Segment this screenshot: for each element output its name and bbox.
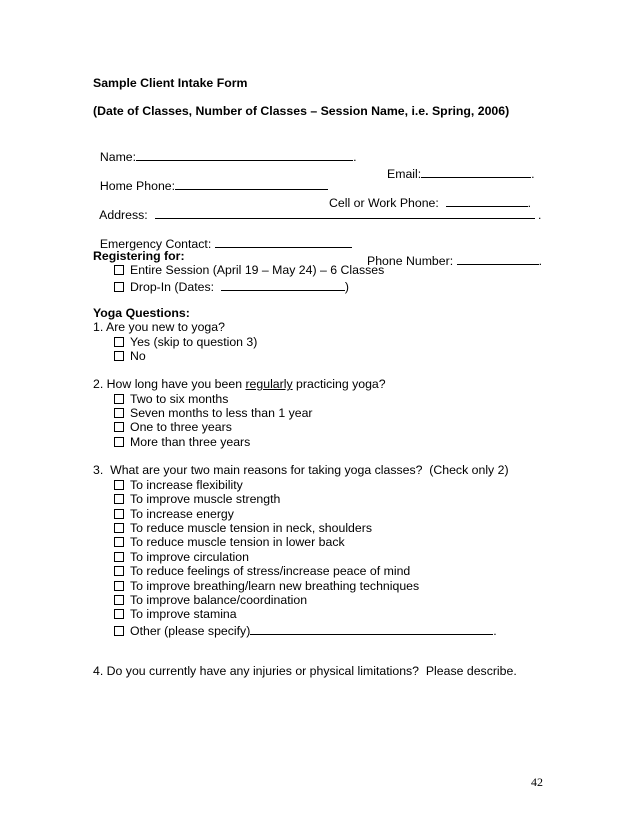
q1-option[interactable]: Yes (skip to question 3) xyxy=(114,335,257,350)
checkbox[interactable] xyxy=(114,552,124,562)
address-label: Address: xyxy=(99,208,148,222)
cell-phone-label: Cell or Work Phone: . xyxy=(329,196,532,210)
checkbox[interactable] xyxy=(114,523,124,533)
q3-option[interactable]: To reduce muscle tension in lower back xyxy=(114,535,345,550)
q1-text: 1. Are you new to yoga? xyxy=(93,320,225,334)
checkbox[interactable] xyxy=(114,408,124,418)
home-phone-field[interactable] xyxy=(175,177,328,190)
page-number: 42 xyxy=(531,775,543,789)
checkbox[interactable] xyxy=(114,394,124,404)
email-label: Email: . xyxy=(387,167,535,181)
phone-number-label: Phone Number: . xyxy=(367,254,542,268)
checkbox[interactable] xyxy=(114,609,124,619)
other-specify-field[interactable] xyxy=(250,622,493,635)
emergency-contact-field[interactable] xyxy=(215,235,352,248)
q2-option[interactable]: Two to six months xyxy=(114,392,228,407)
registering-heading: Registering for: xyxy=(93,249,185,263)
phone-number-field[interactable] xyxy=(457,252,539,265)
q2-option[interactable]: More than three years xyxy=(114,435,250,450)
q3-option[interactable]: To increase flexibility xyxy=(114,478,243,493)
checkbox[interactable] xyxy=(114,437,124,447)
checkbox[interactable] xyxy=(114,337,124,347)
checkbox[interactable] xyxy=(114,566,124,576)
email-field[interactable] xyxy=(421,165,531,178)
address-field[interactable] xyxy=(155,206,535,219)
home-phone-label: Home Phone: xyxy=(99,179,176,193)
q3-option-other[interactable]: Other (please specify) . xyxy=(114,622,497,639)
checkbox[interactable] xyxy=(114,265,124,275)
q3-option[interactable]: To improve circulation xyxy=(114,550,249,565)
dropin-dates-field[interactable] xyxy=(221,278,345,291)
checkbox[interactable] xyxy=(114,581,124,591)
q4-text: 4. Do you currently have any injuries or physical limitations? Please describe. xyxy=(93,664,517,678)
checkbox[interactable] xyxy=(114,626,124,636)
yoga-heading: Yoga Questions: xyxy=(93,306,190,320)
q3-option[interactable]: To reduce muscle tension in neck, shoulders xyxy=(114,521,372,536)
form-title: Sample Client Intake Form xyxy=(93,76,248,90)
register-option-entire[interactable]: Entire Session (April 19 – May 24) – 6 Classes xyxy=(114,263,384,278)
emergency-contact-label: Emergency Contact: xyxy=(99,237,212,251)
name-label: Name: xyxy=(99,150,137,164)
q1-option[interactable]: No xyxy=(114,349,146,364)
name-field[interactable] xyxy=(136,148,353,161)
address-row: Address: . xyxy=(99,208,542,222)
checkbox[interactable] xyxy=(114,422,124,432)
checkbox[interactable] xyxy=(114,509,124,519)
register-option-dropin[interactable]: Drop-In (Dates: ) xyxy=(114,278,349,295)
q3-option[interactable]: To increase energy xyxy=(114,507,234,522)
checkbox[interactable] xyxy=(114,537,124,547)
q2-option[interactable]: One to three years xyxy=(114,420,232,435)
q2-text: 2. How long have you been regularly practicing yoga? xyxy=(93,377,386,391)
checkbox[interactable] xyxy=(114,480,124,490)
q3-option[interactable]: To improve breathing/learn new breathing techniques xyxy=(114,579,419,594)
checkbox[interactable] xyxy=(114,282,124,292)
q3-text: 3. What are your two main reasons for taking yoga classes? (Check only 2) xyxy=(93,463,509,477)
q3-option[interactable]: To reduce feelings of stress/increase peace of mind xyxy=(114,564,410,579)
checkbox[interactable] xyxy=(114,351,124,361)
q3-option[interactable]: To improve muscle strength xyxy=(114,492,280,507)
form-subtitle: (Date of Classes, Number of Classes – Session Name, i.e. Spring, 2006) xyxy=(93,104,510,118)
checkbox[interactable] xyxy=(114,494,124,504)
checkbox[interactable] xyxy=(114,595,124,605)
q2-option[interactable]: Seven months to less than 1 year xyxy=(114,406,313,421)
q3-option[interactable]: To improve stamina xyxy=(114,607,237,622)
name-row: Name: . Email: . xyxy=(99,150,535,181)
q3-option[interactable]: To improve balance/coordination xyxy=(114,593,307,608)
